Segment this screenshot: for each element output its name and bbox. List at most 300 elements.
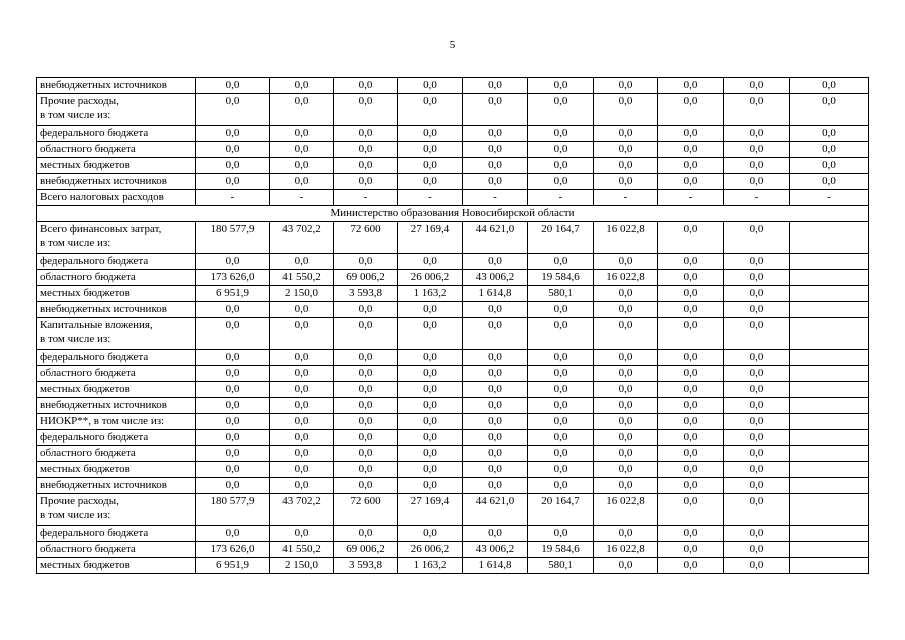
value-cell: 0,0	[196, 158, 270, 174]
table-body-top	[37, 78, 869, 206]
value-cell: 0,0	[270, 430, 334, 446]
row-label	[37, 478, 196, 494]
value-cell: 0,0	[528, 366, 594, 382]
value-cell	[790, 558, 869, 574]
value-cell: 0,0	[658, 126, 724, 142]
value-cell: 0,0	[724, 494, 790, 526]
value-cell: 0,0	[463, 478, 528, 494]
value-cell: 0,0	[724, 414, 790, 430]
value-cell: 0,0	[658, 270, 724, 286]
row-label-line: областного бюджета	[40, 271, 136, 283]
row-label-line: в том числе из:	[40, 237, 111, 249]
value-cell: 0,0	[334, 142, 398, 158]
row-label	[37, 366, 196, 382]
row-label	[37, 270, 196, 286]
value-cell: 0,0	[463, 94, 528, 126]
value-cell: 72 600	[334, 222, 398, 254]
value-cell: 0,0	[594, 78, 658, 94]
budget-table	[36, 77, 869, 574]
value-cell: 0,0	[790, 142, 869, 158]
value-cell: 0,0	[398, 398, 463, 414]
value-cell: 0,0	[398, 446, 463, 462]
value-cell: 0,0	[270, 126, 334, 142]
value-cell: 0,0	[724, 126, 790, 142]
value-cell: 0,0	[594, 462, 658, 478]
value-cell: 44 621,0	[463, 494, 528, 526]
value-cell: 0,0	[658, 558, 724, 574]
value-cell: 0,0	[724, 350, 790, 366]
value-cell: 0,0	[658, 78, 724, 94]
table-row	[37, 158, 869, 174]
value-cell: 0,0	[724, 462, 790, 478]
value-cell: 180 577,9	[196, 494, 270, 526]
value-cell: 0,0	[196, 94, 270, 126]
value-cell: 0,0	[658, 398, 724, 414]
value-cell: 0,0	[334, 350, 398, 366]
value-cell: 0,0	[594, 142, 658, 158]
table-row	[37, 350, 869, 366]
value-cell: 6 951,9	[196, 286, 270, 302]
value-cell: 0,0	[528, 142, 594, 158]
value-cell: 0,0	[463, 174, 528, 190]
row-label-line: Капитальные вложения,	[40, 319, 153, 331]
value-cell: 580,1	[528, 286, 594, 302]
value-cell: 0,0	[724, 270, 790, 286]
value-cell: 0,0	[196, 526, 270, 542]
table-row	[37, 254, 869, 270]
value-cell: 0,0	[398, 302, 463, 318]
value-cell: 0,0	[528, 414, 594, 430]
value-cell: 0,0	[594, 126, 658, 142]
value-cell: 0,0	[270, 94, 334, 126]
row-label	[37, 286, 196, 302]
table-row	[37, 142, 869, 158]
row-label	[37, 382, 196, 398]
value-cell: 0,0	[270, 398, 334, 414]
page-number: 5	[449, 39, 456, 51]
value-cell: 0,0	[334, 446, 398, 462]
value-cell: 0,0	[658, 542, 724, 558]
value-cell	[790, 270, 869, 286]
value-cell: 0,0	[528, 318, 594, 350]
value-cell: 0,0	[334, 382, 398, 398]
row-label	[37, 446, 196, 462]
value-cell: 0,0	[270, 526, 334, 542]
row-label	[37, 158, 196, 174]
row-label-line: в том числе из:	[40, 109, 111, 121]
value-cell: 0,0	[270, 414, 334, 430]
value-cell: 0,0	[658, 414, 724, 430]
value-cell: 0,0	[658, 222, 724, 254]
value-cell: 0,0	[463, 526, 528, 542]
row-label	[37, 558, 196, 574]
value-cell: 26 006,2	[398, 270, 463, 286]
value-cell: 0,0	[528, 382, 594, 398]
value-cell: 0,0	[658, 494, 724, 526]
value-cell: 0,0	[724, 446, 790, 462]
value-cell	[790, 302, 869, 318]
value-cell: 0,0	[398, 366, 463, 382]
value-cell	[790, 382, 869, 398]
value-cell: 2 150,0	[270, 558, 334, 574]
value-cell: 0,0	[594, 254, 658, 270]
row-label	[37, 318, 196, 350]
row-label-line: местных бюджетов	[40, 463, 130, 475]
row-label-line: федерального бюджета	[40, 431, 149, 443]
value-cell: 16 022,8	[594, 222, 658, 254]
value-cell: 0,0	[528, 94, 594, 126]
value-cell: 0,0	[528, 350, 594, 366]
row-label	[37, 414, 196, 430]
value-cell: 0,0	[724, 254, 790, 270]
value-cell: 0,0	[398, 430, 463, 446]
value-cell: 0,0	[270, 254, 334, 270]
value-cell: 0,0	[463, 446, 528, 462]
value-cell: 0,0	[594, 302, 658, 318]
value-cell: 0,0	[463, 350, 528, 366]
value-cell: 0,0	[196, 174, 270, 190]
value-cell: 0,0	[658, 318, 724, 350]
value-cell: 26 006,2	[398, 542, 463, 558]
value-cell: 27 169,4	[398, 222, 463, 254]
value-cell: 0,0	[398, 254, 463, 270]
value-cell: 43 702,2	[270, 494, 334, 526]
value-cell: 69 006,2	[334, 270, 398, 286]
value-cell: 0,0	[398, 78, 463, 94]
value-cell: 0,0	[594, 398, 658, 414]
value-cell: 0,0	[334, 398, 398, 414]
row-label	[37, 430, 196, 446]
row-label	[37, 126, 196, 142]
value-cell	[790, 286, 869, 302]
value-cell: 0,0	[196, 430, 270, 446]
row-label-line: в том числе из:	[40, 333, 111, 345]
value-cell: 0,0	[594, 158, 658, 174]
value-cell: 0,0	[724, 302, 790, 318]
row-label	[37, 350, 196, 366]
table-row	[37, 478, 869, 494]
value-cell: 0,0	[398, 526, 463, 542]
value-cell: 0,0	[270, 318, 334, 350]
row-label	[37, 222, 196, 254]
value-cell: 0,0	[658, 302, 724, 318]
value-cell: 0,0	[658, 94, 724, 126]
value-cell: 0,0	[398, 350, 463, 366]
value-cell: -	[463, 190, 528, 206]
row-label	[37, 526, 196, 542]
value-cell: 0,0	[658, 526, 724, 542]
value-cell: 0,0	[594, 366, 658, 382]
table-row	[37, 366, 869, 382]
row-label	[37, 142, 196, 158]
value-cell: 0,0	[528, 254, 594, 270]
row-label-line: внебюджетных источников	[40, 175, 167, 187]
value-cell: 0,0	[196, 366, 270, 382]
value-cell: 0,0	[270, 446, 334, 462]
value-cell: 0,0	[658, 286, 724, 302]
value-cell: 0,0	[463, 142, 528, 158]
value-cell: 0,0	[463, 318, 528, 350]
value-cell: 43 702,2	[270, 222, 334, 254]
value-cell: 0,0	[398, 94, 463, 126]
value-cell: 0,0	[528, 126, 594, 142]
table-row	[37, 494, 869, 526]
value-cell: -	[270, 190, 334, 206]
table-body-bottom	[37, 222, 869, 574]
row-label-line: федерального бюджета	[40, 255, 149, 267]
value-cell: 0,0	[398, 414, 463, 430]
value-cell: 0,0	[724, 286, 790, 302]
value-cell: 27 169,4	[398, 494, 463, 526]
value-cell: 0,0	[594, 286, 658, 302]
row-label-line: местных бюджетов	[40, 559, 130, 571]
value-cell: 41 550,2	[270, 542, 334, 558]
value-cell: 0,0	[334, 78, 398, 94]
value-cell: 0,0	[658, 350, 724, 366]
table-row	[37, 462, 869, 478]
table-row	[37, 270, 869, 286]
row-label-line: областного бюджета	[40, 447, 136, 459]
value-cell: 0,0	[196, 302, 270, 318]
table-row	[37, 526, 869, 542]
row-label	[37, 462, 196, 478]
value-cell: 0,0	[270, 142, 334, 158]
value-cell: 0,0	[724, 526, 790, 542]
value-cell: 1 163,2	[398, 286, 463, 302]
table-row	[37, 430, 869, 446]
row-label-line: областного бюджета	[40, 143, 136, 155]
value-cell: 0,0	[790, 78, 869, 94]
value-cell: 0,0	[463, 462, 528, 478]
row-label-line: федерального бюджета	[40, 351, 149, 363]
table-row	[37, 94, 869, 126]
value-cell: 0,0	[724, 174, 790, 190]
value-cell: 0,0	[528, 78, 594, 94]
section-title: Министерство образования Новосибирской области	[37, 206, 869, 222]
value-cell: -	[594, 190, 658, 206]
value-cell: 0,0	[334, 430, 398, 446]
row-label	[37, 542, 196, 558]
value-cell: 0,0	[270, 462, 334, 478]
value-cell: 0,0	[594, 446, 658, 462]
value-cell: 0,0	[270, 478, 334, 494]
value-cell: 0,0	[790, 94, 869, 126]
value-cell: 0,0	[658, 158, 724, 174]
value-cell: 0,0	[196, 78, 270, 94]
value-cell: 0,0	[270, 78, 334, 94]
table-row	[37, 174, 869, 190]
value-cell: 0,0	[724, 158, 790, 174]
value-cell: 0,0	[463, 126, 528, 142]
value-cell: 0,0	[334, 318, 398, 350]
table-row	[37, 190, 869, 206]
value-cell: 0,0	[790, 126, 869, 142]
value-cell	[790, 494, 869, 526]
value-cell: 0,0	[398, 126, 463, 142]
row-label-line: внебюджетных источников	[40, 399, 167, 411]
value-cell: 20 164,7	[528, 494, 594, 526]
row-label	[37, 254, 196, 270]
row-label-line: областного бюджета	[40, 543, 136, 555]
value-cell: 16 022,8	[594, 542, 658, 558]
value-cell: -	[528, 190, 594, 206]
value-cell: 0,0	[196, 142, 270, 158]
value-cell	[790, 366, 869, 382]
value-cell: -	[334, 190, 398, 206]
row-label	[37, 190, 196, 206]
value-cell: 16 022,8	[594, 494, 658, 526]
value-cell: 0,0	[594, 94, 658, 126]
value-cell	[790, 350, 869, 366]
value-cell: 0,0	[334, 158, 398, 174]
value-cell	[790, 398, 869, 414]
value-cell	[790, 478, 869, 494]
value-cell: 0,0	[334, 366, 398, 382]
row-label	[37, 94, 196, 126]
value-cell: 2 150,0	[270, 286, 334, 302]
value-cell: -	[724, 190, 790, 206]
table-row	[37, 398, 869, 414]
value-cell: 0,0	[334, 414, 398, 430]
row-label	[37, 78, 196, 94]
value-cell: -	[398, 190, 463, 206]
value-cell: 0,0	[724, 78, 790, 94]
value-cell: 0,0	[724, 318, 790, 350]
value-cell	[790, 414, 869, 430]
value-cell: 0,0	[334, 478, 398, 494]
value-cell: 41 550,2	[270, 270, 334, 286]
value-cell: 72 600	[334, 494, 398, 526]
value-cell: 0,0	[790, 174, 869, 190]
value-cell: 0,0	[398, 142, 463, 158]
value-cell: 0,0	[196, 414, 270, 430]
value-cell	[790, 254, 869, 270]
value-cell: 0,0	[528, 398, 594, 414]
value-cell: -	[790, 190, 869, 206]
value-cell: 0,0	[196, 318, 270, 350]
value-cell	[790, 222, 869, 254]
row-label-line: местных бюджетов	[40, 287, 130, 299]
value-cell: 0,0	[398, 174, 463, 190]
value-cell: 43 006,2	[463, 542, 528, 558]
value-cell: 0,0	[658, 142, 724, 158]
value-cell	[790, 446, 869, 462]
value-cell: 173 626,0	[196, 270, 270, 286]
value-cell: 0,0	[724, 366, 790, 382]
value-cell	[790, 526, 869, 542]
value-cell: 0,0	[270, 366, 334, 382]
row-label-line: федерального бюджета	[40, 127, 149, 139]
table-row	[37, 78, 869, 94]
value-cell: 0,0	[463, 366, 528, 382]
value-cell	[790, 430, 869, 446]
row-label	[37, 494, 196, 526]
value-cell: 6 951,9	[196, 558, 270, 574]
value-cell: 0,0	[196, 382, 270, 398]
table-row	[37, 126, 869, 142]
row-label-line: федерального бюджета	[40, 527, 149, 539]
value-cell: -	[196, 190, 270, 206]
value-cell: 0,0	[790, 158, 869, 174]
row-label-line: внебюджетных источников	[40, 303, 167, 315]
value-cell: 0,0	[658, 382, 724, 398]
value-cell: 0,0	[528, 430, 594, 446]
value-cell: 0,0	[196, 478, 270, 494]
row-label-line: Прочие расходы,	[40, 495, 119, 507]
value-cell: 0,0	[463, 302, 528, 318]
value-cell: 0,0	[658, 462, 724, 478]
value-cell: 0,0	[528, 174, 594, 190]
row-label-line: местных бюджетов	[40, 159, 130, 171]
value-cell: 0,0	[724, 478, 790, 494]
row-label-line: НИОКР**, в том числе из:	[40, 415, 165, 427]
value-cell: 0,0	[658, 478, 724, 494]
table-row	[37, 542, 869, 558]
value-cell: 19 584,6	[528, 270, 594, 286]
value-cell: 0,0	[398, 158, 463, 174]
value-cell: 0,0	[463, 382, 528, 398]
row-label-line: внебюджетных источников	[40, 479, 167, 491]
value-cell: -	[658, 190, 724, 206]
value-cell: 0,0	[724, 382, 790, 398]
value-cell: 0,0	[270, 302, 334, 318]
value-cell: 0,0	[528, 478, 594, 494]
table-row	[37, 318, 869, 350]
value-cell: 0,0	[398, 382, 463, 398]
value-cell: 0,0	[724, 222, 790, 254]
section-header-group	[37, 206, 869, 222]
value-cell: 0,0	[334, 126, 398, 142]
row-label-line: внебюджетных источников	[40, 79, 167, 91]
value-cell: 0,0	[724, 430, 790, 446]
value-cell: 180 577,9	[196, 222, 270, 254]
value-cell: 43 006,2	[463, 270, 528, 286]
value-cell: 19 584,6	[528, 542, 594, 558]
value-cell: 0,0	[398, 462, 463, 478]
value-cell: 0,0	[463, 414, 528, 430]
table-row	[37, 286, 869, 302]
row-label	[37, 302, 196, 318]
value-cell: 0,0	[658, 446, 724, 462]
value-cell: 0,0	[658, 366, 724, 382]
value-cell	[790, 542, 869, 558]
value-cell: 0,0	[594, 478, 658, 494]
value-cell: 0,0	[528, 446, 594, 462]
value-cell: 0,0	[658, 254, 724, 270]
value-cell: 0,0	[594, 414, 658, 430]
value-cell: 44 621,0	[463, 222, 528, 254]
row-label-line: в том числе из:	[40, 509, 111, 521]
value-cell: 0,0	[334, 526, 398, 542]
value-cell: 0,0	[724, 542, 790, 558]
value-cell: 0,0	[270, 382, 334, 398]
value-cell: 0,0	[594, 526, 658, 542]
value-cell: 0,0	[334, 462, 398, 478]
value-cell: 69 006,2	[334, 542, 398, 558]
value-cell: 0,0	[724, 94, 790, 126]
value-cell: 0,0	[196, 350, 270, 366]
value-cell: 0,0	[334, 174, 398, 190]
value-cell: 0,0	[724, 142, 790, 158]
table-row	[37, 414, 869, 430]
row-label-line: областного бюджета	[40, 367, 136, 379]
value-cell: 0,0	[270, 350, 334, 366]
value-cell: 0,0	[270, 158, 334, 174]
value-cell: 0,0	[528, 526, 594, 542]
row-label	[37, 174, 196, 190]
value-cell: 0,0	[463, 430, 528, 446]
value-cell: 0,0	[658, 174, 724, 190]
